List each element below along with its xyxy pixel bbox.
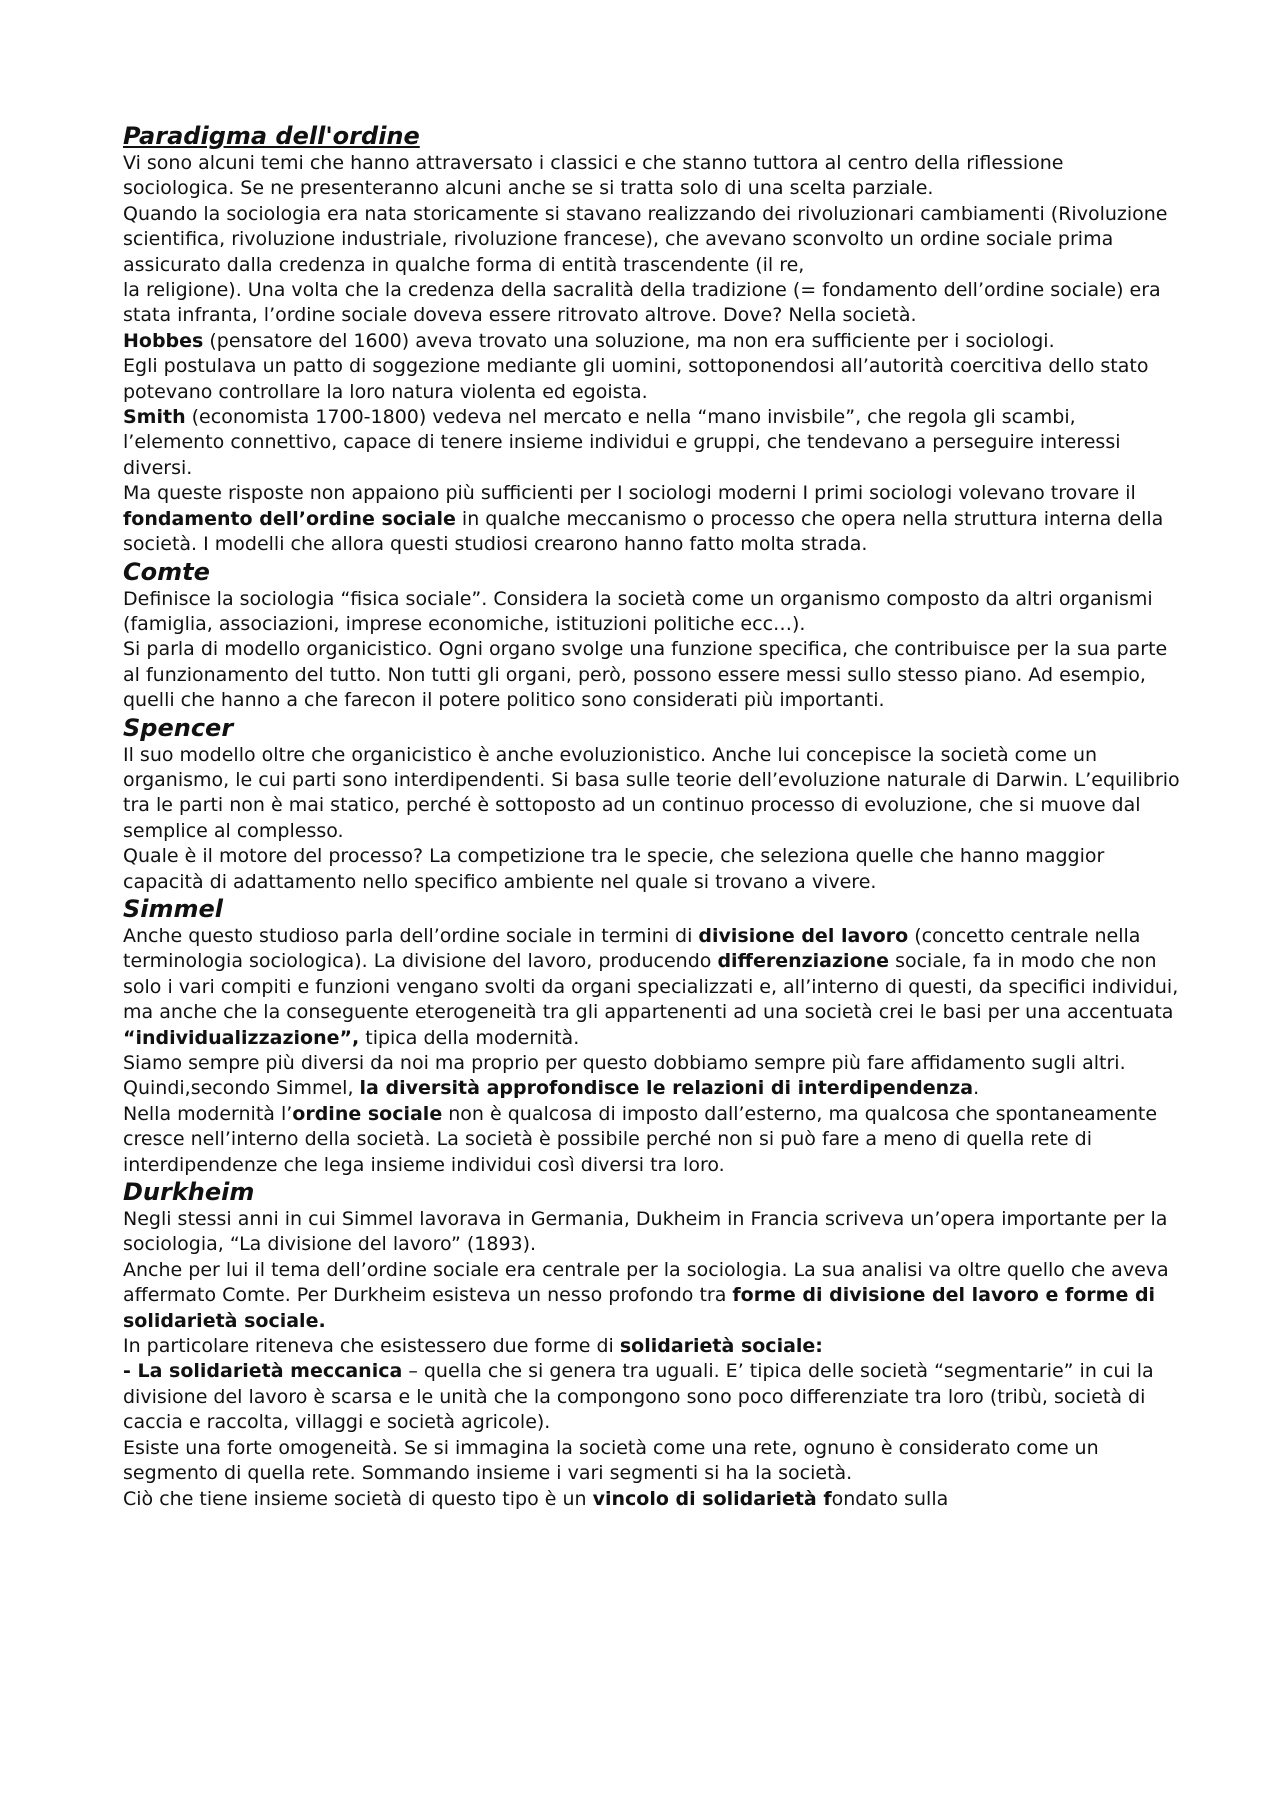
bold-text-run: vincolo di solidarietà f: [592, 1487, 832, 1510]
text-run: la religione). Una volta che la credenza della sacralità della tradizione (= fondamento dell’ordine sociale) era stata infranta, l’ordine sociale doveva essere ritrovato altrove. Dove? Nella società.: [123, 279, 1161, 327]
section-paradigma: [123, 122, 1180, 558]
text-run: Ma queste risposte non appaiono più sufficienti per I sociologi moderni I primi sociologi volevano trovare il: [123, 482, 1136, 505]
paragraph: [123, 1334, 1180, 1359]
section-heading: Spencer: [123, 713, 234, 742]
text-run: (concetto centrale nella terminologia sociologica). La divisione del lavoro, producendo: [123, 924, 1141, 973]
paragraph: [123, 1207, 1180, 1258]
text-run: Vi sono alcuni temi che hanno attraversato i classici e che stanno tuttora al centro della riflessione sociologica. Se ne presenteranno alcuni anche se si tratta solo di una scelta parziale.: [123, 152, 1064, 200]
text-run: In particolare riteneva che esistessero due forme di: [123, 1335, 620, 1358]
section-heading: Simmel: [123, 894, 224, 923]
text-run: Nella modernità l’: [123, 1102, 293, 1125]
paragraph: [123, 743, 1180, 845]
section-durkheim: [123, 1178, 1180, 1512]
paragraph: [123, 587, 1180, 638]
text-run: non è qualcosa di imposto dall’esterno, ma qualcosa che spontaneamente cresce nell’interno della società. La società è possibile perché non si può fare a meno di quella rete di interdipendenze che lega insieme individui così diversi tra loro.: [123, 1102, 1158, 1176]
section-simmel: [123, 895, 1180, 1178]
text-run: sociale, fa in modo che non solo i vari compiti e funzioni vengano svolti da organi specializzati e, all’interno di questi, da specifici individui, ma anche che la conseguente eterogeneità tra gli appartenenti ad una società crei le basi per una accentuata: [123, 950, 1179, 1024]
text-run: Quale è il motore del processo? La competizione tra le specie, che seleziona quelle che hanno maggior capacità di adattamento nello specifico ambiente nel quale si trovano a vivere.: [123, 845, 1105, 893]
text-run: tipica della modernità.: [359, 1026, 580, 1049]
section-heading: Paradigma dell'ordine: [123, 122, 420, 150]
paragraph: [123, 202, 1180, 278]
paragraph: [123, 1076, 1180, 1101]
paragraph: [123, 1051, 1180, 1076]
text-run: Anche per lui il tema dell’ordine sociale era centrale per la sociologia. La sua analisi va oltre quello che aveva affermato Comte. Per Durkheim esisteva un nesso profondo tra: [123, 1258, 1169, 1307]
bold-text-run: la diversità approfondisce le relazioni di interdipendenza: [359, 1077, 974, 1100]
bold-text-run: Smith: [123, 406, 186, 429]
text-run: Egli postulava un patto di soggezione mediante gli uomini, sottoponendosi all’autorità coercitiva dello stato potevano controllare la loro natura violenta ed egoista.: [123, 355, 1149, 403]
bold-text-run: - La solidarietà meccanica: [123, 1360, 403, 1383]
bold-text-run: divisione del lavoro: [698, 924, 909, 947]
text-run: .: [973, 1077, 980, 1100]
paragraph: [123, 481, 1180, 557]
section-heading: Durkheim: [123, 1178, 255, 1207]
text-run: Definisce la sociologia “fisica sociale”. Considera la società come un organismo composto da altri organismi (famiglia, associazioni, imprese economiche, istituzioni politiche ecc…).: [123, 587, 1153, 635]
text-run: – quella che si genera tra uguali. E’ tipica delle società “segmentarie” in cui la divisione del lavoro è scarsa e le unità che la compongono sono poco differenziate tra loro (tribù, società di caccia e raccolta, villaggi e società agricole).: [123, 1360, 1154, 1434]
text-run: (pensatore del 1600) aveva trovato una soluzione, ma non era sufficiente per i sociologi.: [203, 329, 1055, 352]
text-run: Siamo sempre più diversi da noi ma proprio per questo dobbiamo sempre più fare affidamento sugli altri.: [123, 1052, 1126, 1074]
paragraph: [123, 1436, 1180, 1487]
bold-text-run: Hobbes: [123, 329, 204, 352]
bold-text-run: ordine sociale: [292, 1102, 443, 1125]
paragraph: [123, 924, 1180, 1051]
bold-text-run: fondamento dell’ordine sociale: [123, 507, 456, 530]
text-run: Negli stessi anni in cui Simmel lavorava in Germania, Dukheim in Francia scriveva un’opera importante per la sociologia, “La divisione del lavoro” (1893).: [123, 1208, 1168, 1256]
section-heading: Comte: [123, 557, 210, 586]
text-run: ondato sulla: [831, 1487, 949, 1510]
bold-text-run: “individualizzazione”,: [123, 1026, 360, 1049]
paragraph: [123, 844, 1180, 895]
text-run: in qualche meccanismo o processo che opera nella struttura interna della società. I modelli che allora questi studiosi crearono hanno fatto molta strada.: [123, 507, 1164, 556]
paragraph: [123, 1102, 1180, 1178]
paragraph: [123, 1258, 1180, 1334]
bold-text-run: differenziazione: [717, 950, 890, 973]
text-run: (economista 1700-1800) vedeva nel mercato e nella “mano invisbile”, che regola gli scambi, l’elemento connettivo, capace di tenere insieme individui e gruppi, che tendevano a perseguire interessi diversi.: [123, 406, 1121, 479]
section-comte: [123, 558, 1180, 714]
text-run: Esiste una forte omogeneità. Se si immagina la società come una rete, ognuno è considerato come un segmento di quella rete. Sommando insieme i vari segmenti si ha la società.: [123, 1436, 1099, 1485]
document-content: [123, 122, 1180, 1512]
paragraph: [123, 1487, 1180, 1512]
bold-text-run: forme di divisione del lavoro e forme di solidarietà sociale.: [123, 1284, 1156, 1332]
paragraph: [123, 278, 1180, 329]
paragraph: [123, 637, 1180, 713]
bold-text-run: solidarietà sociale:: [619, 1335, 823, 1358]
text-run: Quando la sociologia era nata storicamente si stavano realizzando dei rivoluzionari cambiamenti (Rivoluzione scientifica, rivoluzione industriale, rivoluzione francese), che avevano sconvolto un ordine sociale prima assicurato dalla credenza in qualche forma di entità trascendente (il re,: [123, 202, 1168, 276]
paragraph: [123, 405, 1180, 481]
paragraph: [123, 1359, 1180, 1435]
text-run: Anche questo studioso parla dell’ordine sociale in termini di: [123, 924, 699, 947]
paragraph: [123, 329, 1180, 354]
text-run: Ciò che tiene insieme società di questo tipo è un: [123, 1487, 593, 1510]
text-run: Si parla di modello organicistico. Ogni organo svolge una funzione specifica, che contribuisce per la sua parte al funzionamento del tutto. Non tutti gli organi, però, possono essere messi sullo stesso piano. Ad esempio, quelli che hanno a che farecon il potere politico sono considerati più importanti.: [123, 638, 1168, 712]
paragraph: [123, 151, 1180, 202]
section-spencer: [123, 714, 1180, 895]
paragraph: [123, 354, 1180, 405]
text-run: Il suo modello oltre che organicistico è anche evoluzionistico. Anche lui concepisce la società come un organismo, le cui parti sono interdipendenti. Si basa sulle teorie dell’evoluzione naturale di Darwin. L’equilibrio tra le parti non è mai statico, perché è sottoposto ad un continuo processo di evoluzione, che si muove dal semplice al complesso.: [123, 743, 1180, 842]
text-run: Quindi,secondo Simmel,: [123, 1077, 360, 1100]
